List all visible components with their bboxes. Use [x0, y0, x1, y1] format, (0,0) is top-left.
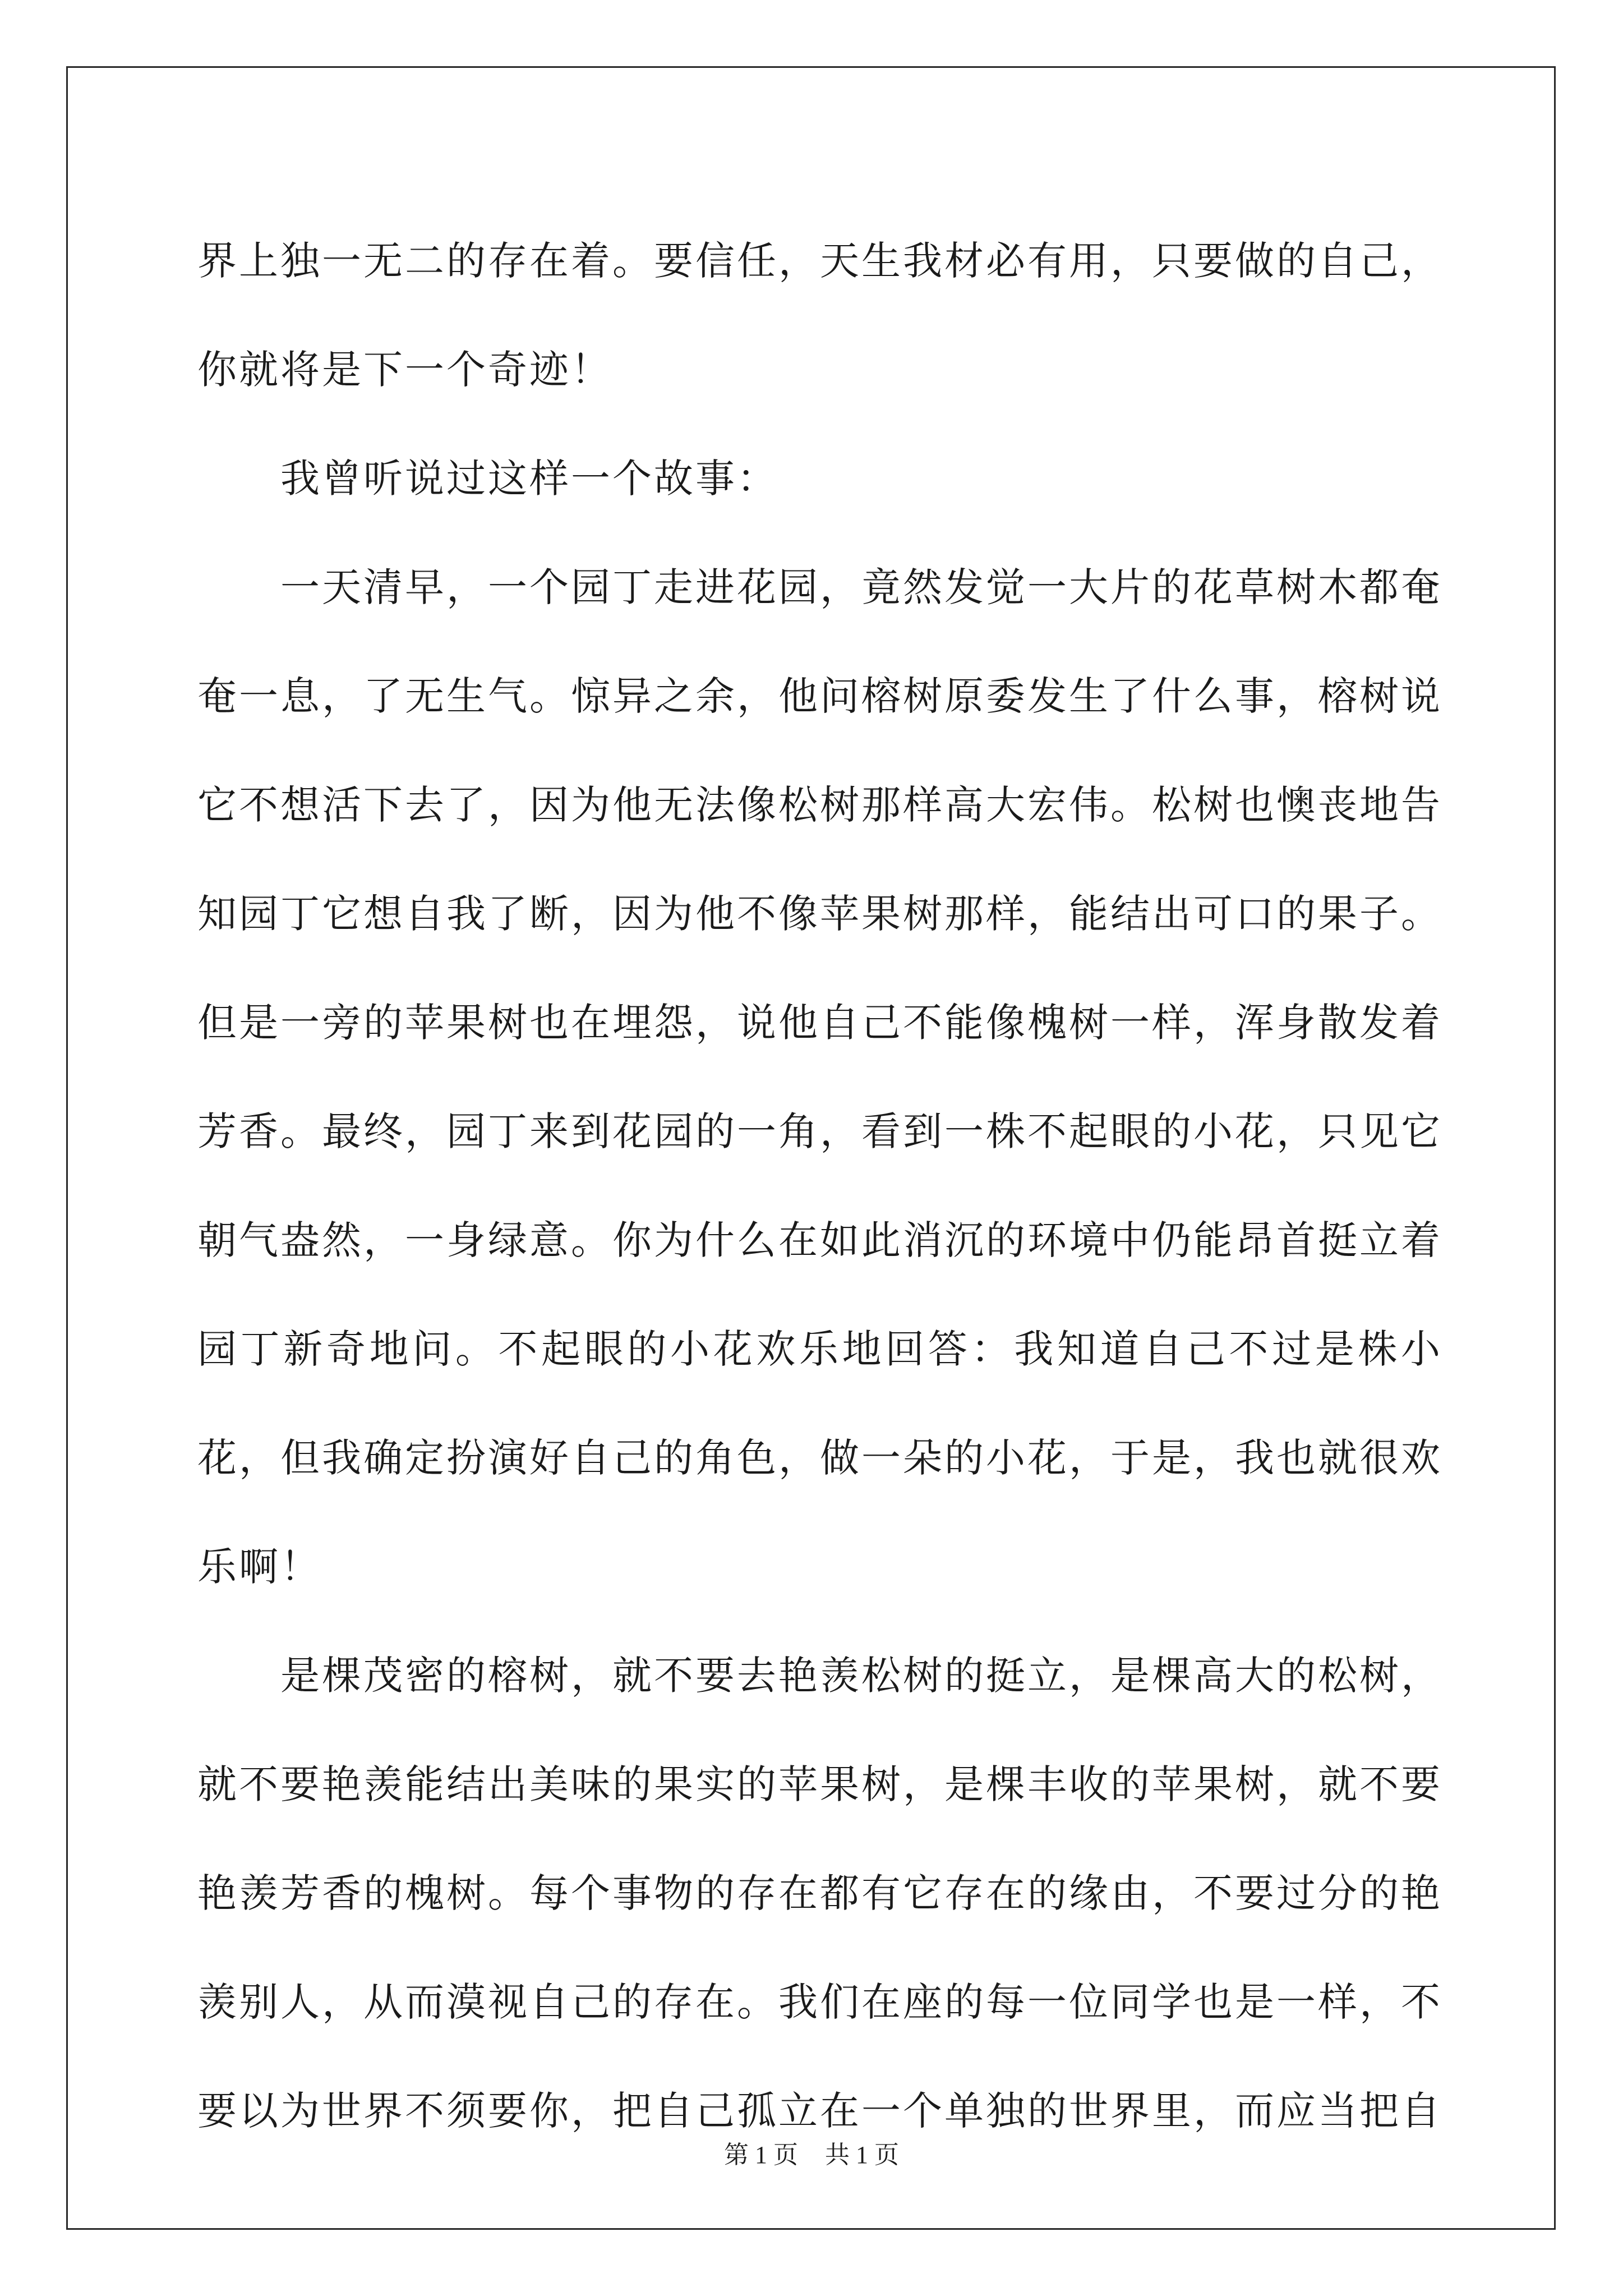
- page-total: 共 1 页: [825, 2141, 899, 2169]
- page-footer: [0, 2138, 1623, 2172]
- document-body: [197, 206, 1442, 2165]
- paragraph-1: 界上独一无二的存在着。要信任，天生我材必有用，只要做的自己，你就将是下一个奇迹！: [197, 238, 1442, 393]
- paragraph-4: 是棵茂密的榕树，就不要去艳羡松树的挺立，是棵高大的松树，就不要艳羡能结出美味的果实的苹果树，是棵丰收的苹果树，就不要艳羡芳香的槐树。每个事物的存在都有它存在的缘由，不要过分的艳羡别人，从而漠视自己的存在。我们在座的每一位同学也是一样，不要以为世界不须要你，把自己孤立在一个单独的世界里，而应当把自: [197, 1653, 1442, 2134]
- page-number: 第 1 页: [724, 2141, 798, 2169]
- paragraph-3: 一天清早，一个园丁走进花园，竟然发觉一大片的花草树木都奄奄一息，了无生气。惊异之余，他问榕树原委发生了什么事，榕树说它不想活下去了，因为他无法像松树那样高大宏伟。松树也懊丧地告知园丁它想自我了断，因为他不像苹果树那样，能结出可口的果子。但是一旁的苹果树也在埋怨，说他自己不能像槐树一样，浑身散发着芳香。最终，园丁来到花园的一角，看到一株不起眼的小花，只见它朝气盎然，一身绿意。你为什么在如此消沉的环境中仍能昂首挺立着园丁新奇地问。不起眼的小花欢乐地回答：我知道自己不过是株小花，但我确定扮演好自己的角色，做一朵的小花，于是，我也就很欢乐啊！: [197, 564, 1442, 1590]
- paragraph-2: 我曾听说过这样一个故事：: [280, 455, 778, 501]
